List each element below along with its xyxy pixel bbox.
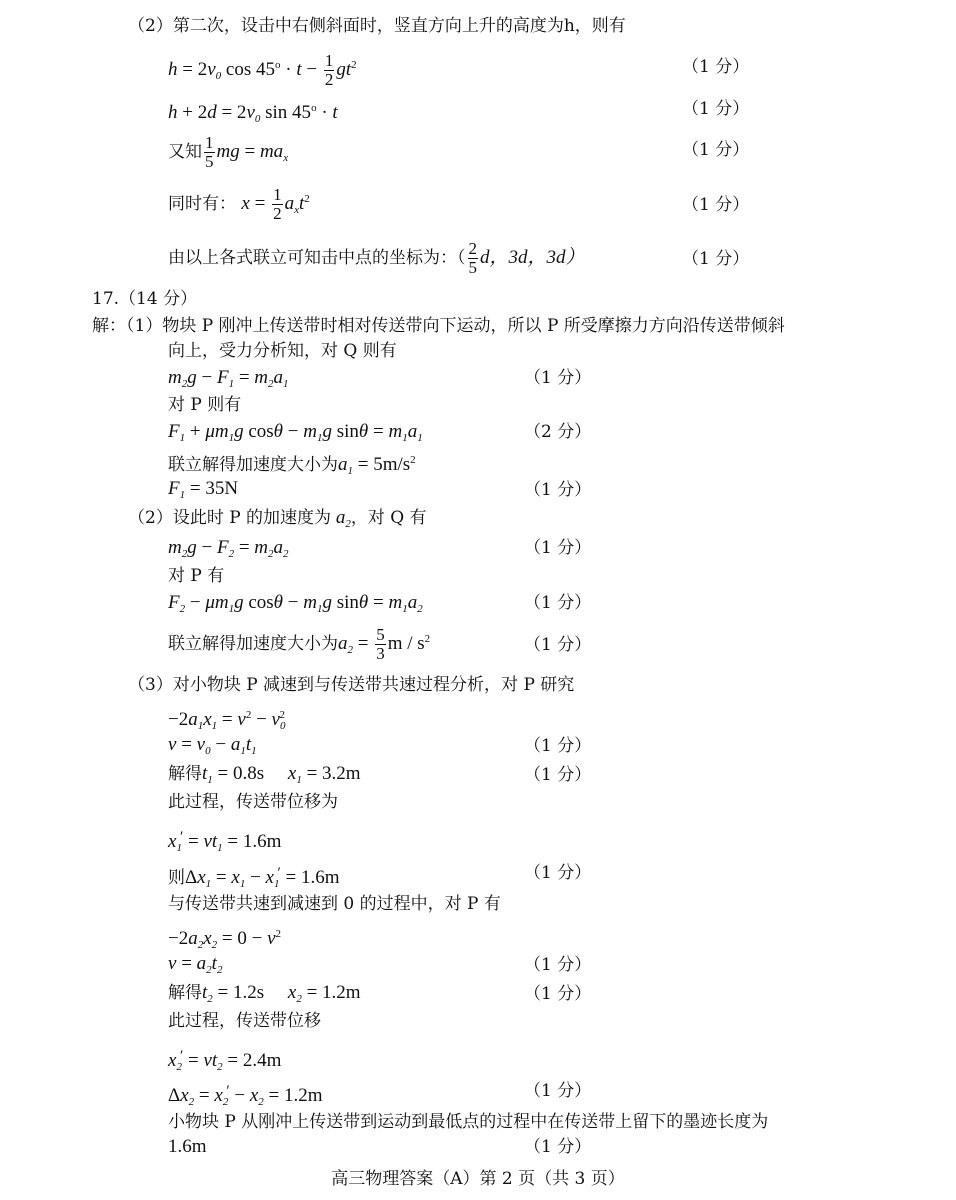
score: （1 分） <box>524 368 592 388</box>
solve-t2: 解得$t_2 = 1.2s$ $x_2 = 1.2m$ <box>168 982 361 1005</box>
solve-t1: 解得$t_1 = 0.8s$ $x_1 = 3.2m$ <box>168 763 361 786</box>
equation-h-plus-2d: $h + 2d = 2v_0$ $\sin 45^o \cdot t$ <box>168 102 338 125</box>
coord-tail: d，3d，3d） <box>480 246 585 268</box>
equation-x: 同时有： x = $\frac{1}{2}$ $a_xt^2$ <box>168 185 310 223</box>
score: （1 分） <box>524 635 592 655</box>
score: （1 分） <box>524 538 592 558</box>
process1-label: 此过程，传送带位移为 <box>168 792 338 812</box>
score: （2 分） <box>524 422 592 442</box>
part3-second-stage: 与传送带共速到减速到 0 的过程中，对 P 有 <box>168 894 501 914</box>
score: （1 分） <box>524 1137 592 1157</box>
p2-intro-tail: ，对 Q 有 <box>350 508 427 528</box>
equation-v-2: $v = a_2t_2$ <box>168 953 223 976</box>
solve-a2-prefix: 联立解得加速度大小为 <box>168 633 338 654</box>
equation-belt-x1: $x_1' = vt_1 = 1.6m$ <box>168 829 282 854</box>
page-footer: 高三物理答案（A）第 2 页（共 3 页） <box>331 1169 625 1189</box>
equation-q-force-1: $m_2g - F_1 = m_2a_1$ <box>168 367 289 390</box>
score: （1 分） <box>524 863 592 883</box>
equation-kinematic-2: $-2a_2x_2 = 0 - v^2$ <box>168 928 282 951</box>
solve-a1-prefix: 联立解得加速度大小为 <box>168 455 338 475</box>
p2-intro-text: （2）设此时 P 的加速度为 <box>128 508 332 528</box>
coordinate-conclusion: 由以上各式联立可知击中点的坐标为：（ $\frac{2}{5}$ d，3d，3d） <box>168 239 585 277</box>
equation-mg: 又知 $\frac{1}{5}$ mg = $ma_x$ <box>168 133 289 171</box>
known-label: 又知 <box>168 141 202 162</box>
conclusion-text: 由以上各式联立可知击中点的坐标为：（ <box>168 247 466 268</box>
equation-belt-x2: $x_2' = vt_2 = 2.4m$ <box>168 1048 282 1073</box>
for-p-label: 对 P 则有 <box>168 395 242 415</box>
solve-t2-prefix: 解得 <box>168 983 202 1003</box>
equation-p-force-1: $F_1 + \mu m_1g$ $\cos\theta - m_1g$ $\sin\theta = m_1a_1$ <box>168 421 423 444</box>
then-prefix: 则 <box>168 868 185 888</box>
for-p2-label: 对 P 有 <box>168 566 225 586</box>
score: （1 分） <box>524 480 592 500</box>
score: （1 分） <box>682 195 750 215</box>
solve-t1-prefix: 解得 <box>168 764 202 784</box>
equation-f1: $F_1 = 35N$ <box>168 478 239 501</box>
equation-v-1: $v = v_0 - a_1t_1$ <box>168 734 257 757</box>
equation-delta-x1: 则$\Delta x_1 = x_1 - x_1' = 1.6m$ <box>168 865 340 890</box>
meanwhile-label: 同时有： <box>168 193 236 214</box>
score: （1 分） <box>524 736 592 756</box>
final-line: 小物块 P 从刚冲上传送带到运动到最低点的过程中在传送带上留下的墨迹长度为 <box>168 1112 769 1132</box>
score: （1 分） <box>524 955 592 975</box>
score: （1 分） <box>682 99 750 119</box>
score: （1 分） <box>682 249 750 269</box>
equation-h: $h = 2v_0$ $\cos 45^o \cdot t$ − $\frac{1}{2}$ $gt^2$ <box>168 51 357 89</box>
solve-a1: 联立解得加速度大小为$a_1 = 5m/s^2$ <box>168 454 416 477</box>
final-value: 1.6m <box>168 1136 207 1157</box>
score: （1 分） <box>524 1081 592 1101</box>
q17-part3-intro: （3）对小物块 P 减速到与传送带共速过程分析，对 P 研究 <box>128 675 575 695</box>
score: （1 分） <box>682 140 750 160</box>
process2-label: 此过程，传送带位移 <box>168 1011 321 1031</box>
score: （1 分） <box>682 57 750 77</box>
q17-header: 17.（14 分） <box>92 289 198 309</box>
equation-p-force-2: $F_2 - \mu m_1g$ $\cos\theta - m_1g$ $\sin\theta = m_1a_2$ <box>168 592 423 615</box>
q17-sol-line2: 向上，受力分析知，对 Q 则有 <box>168 341 397 361</box>
q17-part2-intro: （2）设此时 P 的加速度为 $a_2$，对 Q 有 <box>128 507 427 530</box>
equation-q-force-2: $m_2g - F_2 = m_2a_2$ <box>168 537 289 560</box>
equation-delta-x2: $\Delta x_2 = x_2' - x_2 = 1.2m$ <box>168 1083 323 1108</box>
score: （1 分） <box>524 984 592 1004</box>
equation-kinematic-1: $-2a_1x_1 = v^2 - v_0^2$ <box>168 709 286 732</box>
q17-sol-line1: 解：（1）物块 P 刚冲上传送带时相对传送带向下运动，所以 P 所受摩擦力方向沿传送带倾斜 <box>92 316 785 336</box>
score: （1 分） <box>524 765 592 785</box>
solve-a2: 联立解得加速度大小为$a_2$ = $\frac{5}{3}$ m / $s^2$ <box>168 625 431 663</box>
score: （1 分） <box>524 593 592 613</box>
q16-part2-intro: （2）第二次，设击中右侧斜面时，竖直方向上升的高度为h，则有 <box>128 16 626 36</box>
